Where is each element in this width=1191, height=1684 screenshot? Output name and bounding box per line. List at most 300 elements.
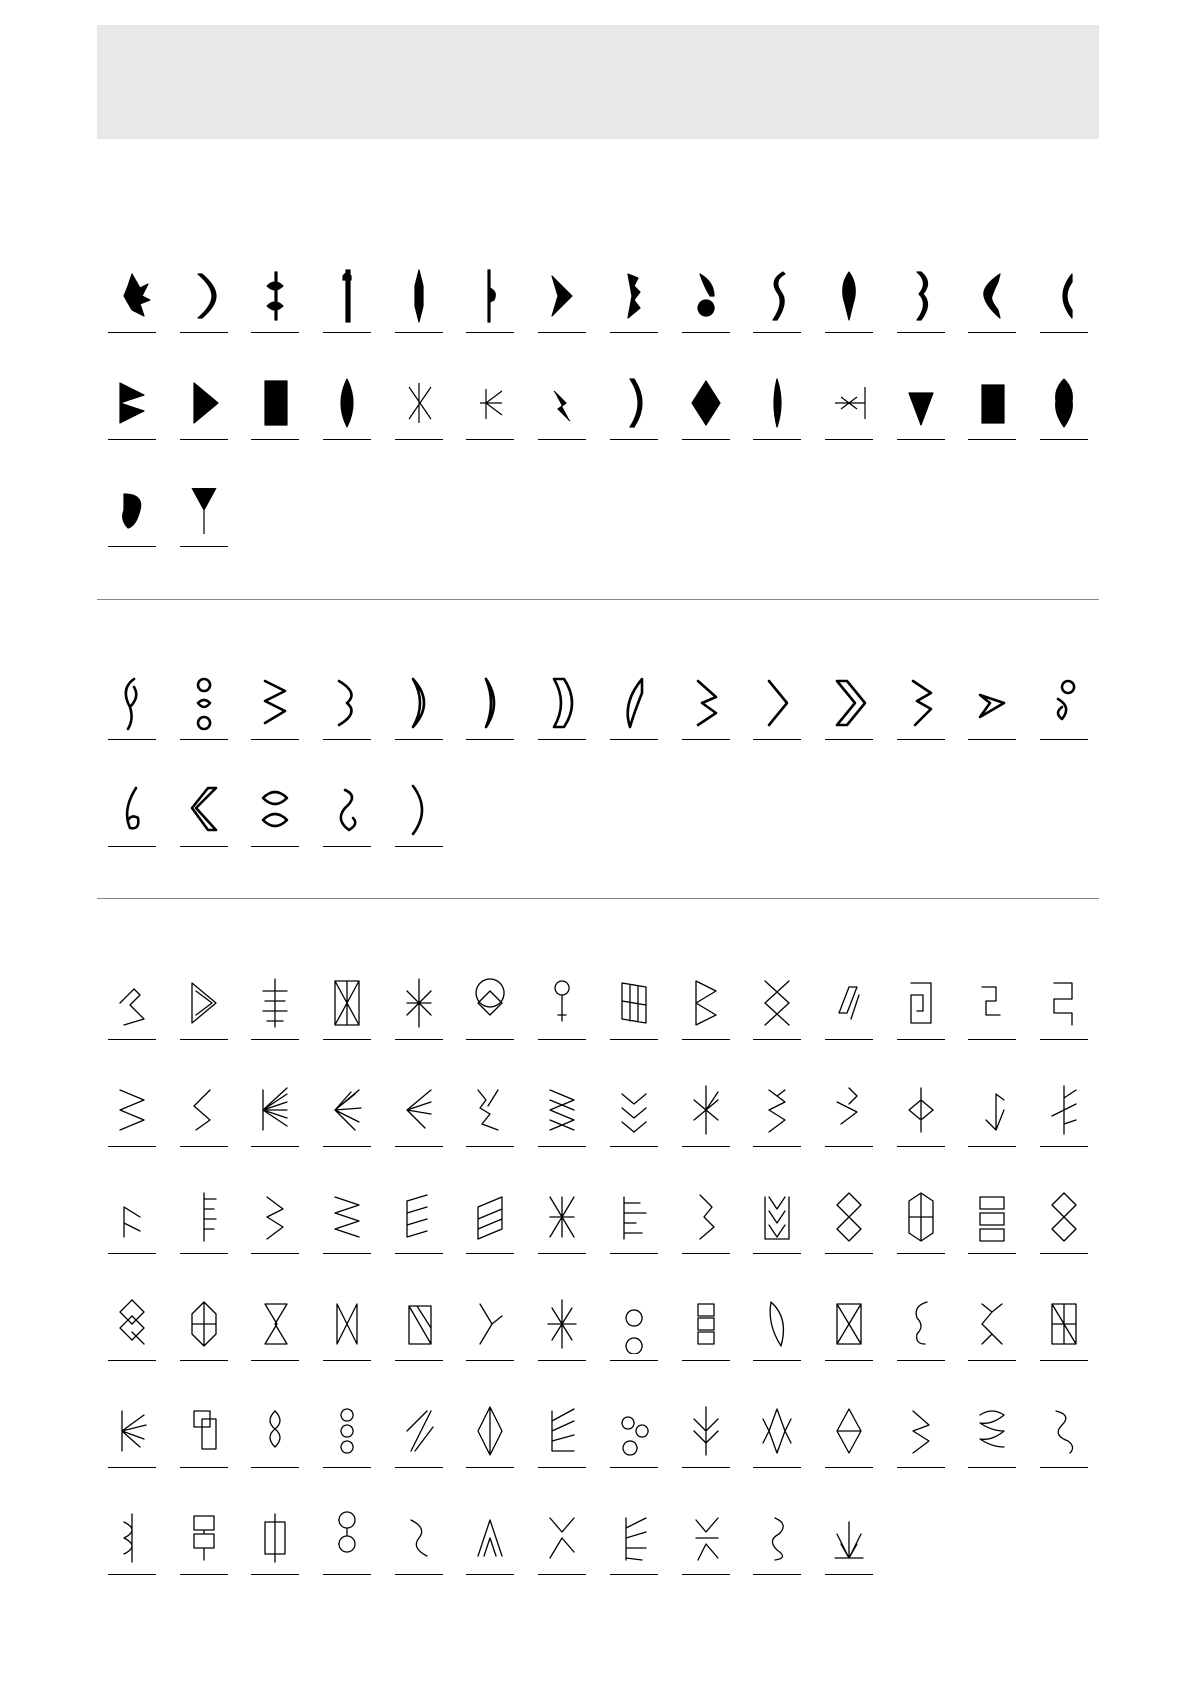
stitch-pattern-item <box>251 266 299 373</box>
pattern-baseline <box>180 739 228 740</box>
stitch-pattern-item <box>968 973 1016 1080</box>
stitch-pattern-icon <box>468 1508 512 1568</box>
pattern-baseline <box>968 739 1016 740</box>
pattern-baseline <box>323 1467 371 1468</box>
stitch-pattern-item <box>251 1187 299 1294</box>
stitch-pattern-icon <box>325 1401 369 1461</box>
stitch-pattern-item <box>610 1080 658 1187</box>
stitch-pattern-icon <box>253 973 297 1033</box>
pattern-baseline <box>108 439 156 440</box>
stitch-pattern-icon <box>182 673 226 733</box>
stitch-pattern-icon <box>540 973 584 1033</box>
stitch-grid-3 <box>108 973 1088 1615</box>
pattern-baseline <box>610 1574 658 1575</box>
stitch-pattern-item <box>538 373 586 480</box>
pattern-baseline <box>897 1360 945 1361</box>
stitch-pattern-item <box>180 1187 228 1294</box>
stitch-pattern-item <box>108 373 156 480</box>
pattern-baseline <box>251 1467 299 1468</box>
stitch-pattern-icon <box>468 1294 512 1354</box>
stitch-pattern-icon <box>253 1080 297 1140</box>
stitch-pattern-icon <box>253 266 297 326</box>
pattern-baseline <box>753 439 801 440</box>
pattern-baseline <box>610 1253 658 1254</box>
stitch-pattern-item <box>682 1080 730 1187</box>
stitch-pattern-item <box>682 1508 730 1615</box>
stitch-pattern-icon <box>253 1294 297 1354</box>
pattern-baseline <box>466 739 514 740</box>
pattern-baseline <box>323 739 371 740</box>
pattern-baseline <box>251 739 299 740</box>
stitch-pattern-item <box>968 373 1016 480</box>
stitch-pattern-item <box>395 973 443 1080</box>
stitch-pattern-item <box>682 266 730 373</box>
stitch-pattern-item <box>108 1080 156 1187</box>
stitch-pattern-icon <box>899 266 943 326</box>
stitch-pattern-icon <box>110 373 154 433</box>
stitch-pattern-icon <box>468 1187 512 1247</box>
stitch-pattern-icon <box>325 673 369 733</box>
stitch-pattern-icon <box>827 266 871 326</box>
pattern-baseline <box>682 1146 730 1147</box>
stitch-pattern-icon <box>1042 266 1086 326</box>
stitch-pattern-icon <box>325 973 369 1033</box>
stitch-pattern-icon <box>899 1401 943 1461</box>
pattern-baseline <box>1040 1360 1088 1361</box>
stitch-pattern-item <box>466 266 514 373</box>
stitch-pattern-item <box>610 1401 658 1508</box>
pattern-baseline <box>825 439 873 440</box>
stitch-pattern-item <box>1040 973 1088 1080</box>
stitch-pattern-icon <box>325 1187 369 1247</box>
pattern-baseline <box>968 1039 1016 1040</box>
stitch-pattern-icon <box>899 1294 943 1354</box>
stitch-pattern-icon <box>899 1080 943 1140</box>
stitch-pattern-icon <box>540 373 584 433</box>
stitch-pattern-item <box>538 1508 586 1615</box>
stitch-pattern-item <box>682 1294 730 1401</box>
stitch-pattern-icon <box>397 1294 441 1354</box>
pattern-baseline <box>610 439 658 440</box>
pattern-baseline <box>897 439 945 440</box>
pattern-baseline <box>968 1360 1016 1361</box>
stitch-pattern-item <box>466 1401 514 1508</box>
pattern-baseline <box>395 439 443 440</box>
pattern-baseline <box>323 332 371 333</box>
stitch-pattern-item <box>466 1187 514 1294</box>
stitch-pattern-item <box>395 266 443 373</box>
pattern-baseline <box>753 1039 801 1040</box>
stitch-pattern-item <box>753 1080 801 1187</box>
stitch-pattern-icon <box>612 266 656 326</box>
stitch-pattern-item <box>180 973 228 1080</box>
pattern-baseline <box>180 439 228 440</box>
stitch-pattern-icon <box>684 266 728 326</box>
stitch-pattern-item <box>395 673 443 780</box>
stitch-pattern-item <box>610 973 658 1080</box>
stitch-pattern-item <box>180 1294 228 1401</box>
stitch-pattern-item <box>825 1187 873 1294</box>
stitch-pattern-icon <box>540 1294 584 1354</box>
stitch-pattern-item <box>753 1187 801 1294</box>
pattern-baseline <box>968 332 1016 333</box>
stitch-pattern-item <box>180 266 228 373</box>
stitch-pattern-icon <box>468 266 512 326</box>
pattern-baseline <box>1040 439 1088 440</box>
stitch-pattern-icon <box>540 266 584 326</box>
stitch-pattern-icon <box>397 1187 441 1247</box>
pattern-baseline <box>323 1039 371 1040</box>
stitch-pattern-icon <box>970 1401 1014 1461</box>
stitch-pattern-icon <box>397 973 441 1033</box>
stitch-pattern-item <box>753 973 801 1080</box>
stitch-pattern-icon <box>397 780 441 840</box>
stitch-pattern-icon <box>397 1080 441 1140</box>
stitch-pattern-icon <box>755 266 799 326</box>
stitch-pattern-item <box>825 1508 873 1615</box>
pattern-baseline <box>897 739 945 740</box>
pattern-baseline <box>825 1146 873 1147</box>
stitch-pattern-icon <box>612 373 656 433</box>
pattern-baseline <box>108 1360 156 1361</box>
pattern-baseline <box>466 1360 514 1361</box>
stitch-pattern-item <box>323 780 371 887</box>
stitch-pattern-item <box>1040 1401 1088 1508</box>
stitch-pattern-item <box>825 973 873 1080</box>
stitch-pattern-item <box>682 1187 730 1294</box>
pattern-baseline <box>466 1146 514 1147</box>
pattern-baseline <box>682 332 730 333</box>
stitch-pattern-item <box>180 673 228 780</box>
stitch-pattern-icon <box>540 1508 584 1568</box>
stitch-pattern-icon <box>684 673 728 733</box>
pattern-baseline <box>682 439 730 440</box>
stitch-pattern-item <box>466 1508 514 1615</box>
stitch-pattern-item <box>395 1294 443 1401</box>
stitch-pattern-item <box>753 1508 801 1615</box>
stitch-pattern-item <box>395 780 443 887</box>
stitch-pattern-item <box>682 973 730 1080</box>
stitch-pattern-icon <box>110 973 154 1033</box>
stitch-pattern-item <box>251 1508 299 1615</box>
stitch-pattern-item <box>251 1080 299 1187</box>
pattern-baseline <box>538 1146 586 1147</box>
stitch-grid-1 <box>108 266 1088 587</box>
pattern-baseline <box>108 1574 156 1575</box>
pattern-baseline <box>610 1360 658 1361</box>
pattern-baseline <box>1040 1146 1088 1147</box>
stitch-pattern-icon <box>612 1187 656 1247</box>
pattern-baseline <box>323 1360 371 1361</box>
stitch-pattern-item <box>108 1401 156 1508</box>
stitch-pattern-item <box>466 673 514 780</box>
pattern-baseline <box>753 1574 801 1575</box>
stitch-pattern-item <box>897 266 945 373</box>
stitch-pattern-item <box>323 1508 371 1615</box>
pattern-baseline <box>825 1360 873 1361</box>
pattern-baseline <box>825 1253 873 1254</box>
stitch-pattern-icon <box>827 1294 871 1354</box>
stitch-pattern-icon <box>253 1401 297 1461</box>
stitch-pattern-item <box>466 973 514 1080</box>
pattern-baseline <box>180 1467 228 1468</box>
pattern-baseline <box>682 1360 730 1361</box>
stitch-pattern-icon <box>1042 373 1086 433</box>
pattern-baseline <box>610 1039 658 1040</box>
stitch-pattern-icon <box>684 1401 728 1461</box>
stitch-pattern-icon <box>827 973 871 1033</box>
stitch-pattern-icon <box>755 1508 799 1568</box>
stitch-pattern-item <box>897 1294 945 1401</box>
stitch-pattern-icon <box>468 1401 512 1461</box>
stitch-pattern-item <box>538 1187 586 1294</box>
stitch-pattern-icon <box>110 1294 154 1354</box>
stitch-pattern-item <box>753 266 801 373</box>
stitch-pattern-item <box>323 266 371 373</box>
pattern-baseline <box>1040 1253 1088 1254</box>
stitch-pattern-icon <box>827 1080 871 1140</box>
pattern-baseline <box>108 739 156 740</box>
stitch-pattern-icon <box>827 673 871 733</box>
header-band <box>97 25 1099 139</box>
stitch-pattern-item <box>825 373 873 480</box>
stitch-pattern-item <box>610 266 658 373</box>
stitch-pattern-icon <box>182 266 226 326</box>
stitch-pattern-item <box>897 1187 945 1294</box>
pattern-baseline <box>108 1039 156 1040</box>
stitch-pattern-item <box>251 673 299 780</box>
pattern-baseline <box>610 332 658 333</box>
pattern-baseline <box>753 1467 801 1468</box>
stitch-pattern-icon <box>899 973 943 1033</box>
stitch-pattern-icon <box>1042 1080 1086 1140</box>
stitch-pattern-icon <box>182 1508 226 1568</box>
pattern-baseline <box>466 1574 514 1575</box>
pattern-baseline <box>180 1039 228 1040</box>
stitch-pattern-item <box>968 673 1016 780</box>
pattern-baseline <box>538 1253 586 1254</box>
stitch-pattern-item <box>968 1294 1016 1401</box>
pattern-baseline <box>180 332 228 333</box>
stitch-pattern-item <box>323 373 371 480</box>
stitch-pattern-icon <box>827 1187 871 1247</box>
stitch-pattern-item <box>395 373 443 480</box>
pattern-baseline <box>466 332 514 333</box>
pattern-baseline <box>251 332 299 333</box>
stitch-pattern-item <box>968 1187 1016 1294</box>
stitch-pattern-item <box>180 373 228 480</box>
stitch-pattern-icon <box>253 1187 297 1247</box>
stitch-pattern-icon <box>397 673 441 733</box>
pattern-baseline <box>251 846 299 847</box>
stitch-pattern-item <box>108 266 156 373</box>
section-divider-2 <box>97 898 1099 899</box>
stitch-pattern-icon <box>182 1080 226 1140</box>
stitch-pattern-icon <box>182 973 226 1033</box>
stitch-pattern-icon <box>612 1294 656 1354</box>
stitch-pattern-icon <box>110 1080 154 1140</box>
stitch-pattern-icon <box>397 1508 441 1568</box>
stitch-pattern-item <box>825 673 873 780</box>
stitch-pattern-item <box>180 1401 228 1508</box>
stitch-pattern-item <box>251 373 299 480</box>
pattern-baseline <box>538 1574 586 1575</box>
pattern-baseline <box>180 846 228 847</box>
stitch-pattern-item <box>323 1080 371 1187</box>
pattern-baseline <box>825 1039 873 1040</box>
pattern-baseline <box>610 1146 658 1147</box>
pattern-baseline <box>251 1039 299 1040</box>
pattern-baseline <box>180 1360 228 1361</box>
pattern-baseline <box>108 1253 156 1254</box>
stitch-pattern-icon <box>468 673 512 733</box>
pattern-baseline <box>682 1574 730 1575</box>
stitch-pattern-icon <box>755 1187 799 1247</box>
stitch-pattern-item <box>897 973 945 1080</box>
pattern-baseline <box>753 1253 801 1254</box>
pattern-baseline <box>108 1467 156 1468</box>
stitch-pattern-icon <box>253 1508 297 1568</box>
stitch-pattern-item <box>395 1187 443 1294</box>
stitch-pattern-icon <box>540 1187 584 1247</box>
pattern-baseline <box>538 739 586 740</box>
stitch-pattern-item <box>395 1508 443 1615</box>
stitch-pattern-item <box>466 1294 514 1401</box>
pattern-baseline <box>753 739 801 740</box>
stitch-pattern-item <box>1040 673 1088 780</box>
stitch-pattern-item <box>538 1080 586 1187</box>
stitch-pattern-icon <box>182 480 226 540</box>
stitch-pattern-item <box>251 973 299 1080</box>
stitch-pattern-item <box>466 373 514 480</box>
stitch-pattern-icon <box>1042 1401 1086 1461</box>
stitch-pattern-item <box>180 480 228 587</box>
pattern-baseline <box>753 1360 801 1361</box>
stitch-pattern-icon <box>970 673 1014 733</box>
stitch-pattern-icon <box>253 673 297 733</box>
stitch-pattern-icon <box>1042 1187 1086 1247</box>
stitch-pattern-item <box>610 1294 658 1401</box>
stitch-pattern-item <box>108 1508 156 1615</box>
stitch-pattern-icon <box>397 373 441 433</box>
stitch-pattern-icon <box>540 673 584 733</box>
stitch-pattern-icon <box>755 1294 799 1354</box>
stitch-pattern-icon <box>325 1080 369 1140</box>
pattern-baseline <box>968 1253 1016 1254</box>
stitch-pattern-icon <box>182 780 226 840</box>
stitch-pattern-item <box>610 373 658 480</box>
stitch-pattern-item <box>538 1294 586 1401</box>
stitch-pattern-icon <box>755 973 799 1033</box>
stitch-pattern-icon <box>325 1508 369 1568</box>
pattern-baseline <box>538 1360 586 1361</box>
pattern-baseline <box>1040 1467 1088 1468</box>
pattern-baseline <box>897 1146 945 1147</box>
stitch-pattern-item <box>825 1080 873 1187</box>
stitch-pattern-icon <box>110 266 154 326</box>
stitch-pattern-icon <box>468 1080 512 1140</box>
stitch-pattern-icon <box>325 780 369 840</box>
pattern-baseline <box>180 1253 228 1254</box>
stitch-pattern-item <box>897 673 945 780</box>
stitch-pattern-icon <box>684 1187 728 1247</box>
pattern-baseline <box>395 1146 443 1147</box>
stitch-pattern-icon <box>755 1080 799 1140</box>
stitch-pattern-item <box>753 673 801 780</box>
pattern-baseline <box>682 1039 730 1040</box>
pattern-baseline <box>395 739 443 740</box>
pattern-baseline <box>251 1574 299 1575</box>
stitch-pattern-icon <box>468 373 512 433</box>
stitch-pattern-icon <box>827 373 871 433</box>
stitch-pattern-icon <box>182 373 226 433</box>
stitch-pattern-item <box>180 780 228 887</box>
pattern-baseline <box>180 546 228 547</box>
stitch-pattern-icon <box>755 373 799 433</box>
stitch-pattern-item <box>180 1080 228 1187</box>
pattern-baseline <box>610 1467 658 1468</box>
stitch-pattern-item <box>108 780 156 887</box>
stitch-pattern-icon <box>684 973 728 1033</box>
stitch-pattern-icon <box>899 673 943 733</box>
pattern-baseline <box>1040 739 1088 740</box>
pattern-baseline <box>108 332 156 333</box>
stitch-pattern-icon <box>468 973 512 1033</box>
stitch-pattern-item <box>968 266 1016 373</box>
section-divider-1 <box>97 599 1099 600</box>
pattern-baseline <box>538 1039 586 1040</box>
stitch-pattern-item <box>323 1294 371 1401</box>
pattern-baseline <box>180 1146 228 1147</box>
stitch-pattern-icon <box>612 973 656 1033</box>
stitch-pattern-icon <box>612 1508 656 1568</box>
stitch-pattern-item <box>323 1187 371 1294</box>
pattern-baseline <box>968 1467 1016 1468</box>
pattern-baseline <box>825 739 873 740</box>
stitch-pattern-item <box>538 973 586 1080</box>
stitch-pattern-item <box>323 1401 371 1508</box>
stitch-pattern-item <box>323 973 371 1080</box>
stitch-pattern-item <box>108 480 156 587</box>
stitch-pattern-item <box>897 1401 945 1508</box>
stitch-pattern-icon <box>612 673 656 733</box>
stitch-pattern-item <box>1040 266 1088 373</box>
pattern-baseline <box>538 439 586 440</box>
stitch-pattern-item <box>466 1080 514 1187</box>
stitch-pattern-item <box>682 673 730 780</box>
stitch-pattern-icon <box>397 266 441 326</box>
stitch-pattern-item <box>682 1401 730 1508</box>
pattern-baseline <box>466 1253 514 1254</box>
stitch-pattern-icon <box>899 1187 943 1247</box>
pattern-baseline <box>538 1467 586 1468</box>
stitch-pattern-item <box>682 373 730 480</box>
stitch-pattern-icon <box>827 1401 871 1461</box>
pattern-baseline <box>251 1360 299 1361</box>
pattern-baseline <box>825 1574 873 1575</box>
stitch-pattern-item <box>108 973 156 1080</box>
stitch-pattern-icon <box>110 1508 154 1568</box>
stitch-pattern-icon <box>110 673 154 733</box>
stitch-pattern-item <box>968 1080 1016 1187</box>
stitch-pattern-icon <box>612 1401 656 1461</box>
stitch-pattern-item <box>108 673 156 780</box>
pattern-baseline <box>395 332 443 333</box>
pattern-baseline <box>1040 1039 1088 1040</box>
stitch-pattern-item <box>251 1401 299 1508</box>
stitch-pattern-item <box>323 673 371 780</box>
stitch-pattern-icon <box>755 1401 799 1461</box>
